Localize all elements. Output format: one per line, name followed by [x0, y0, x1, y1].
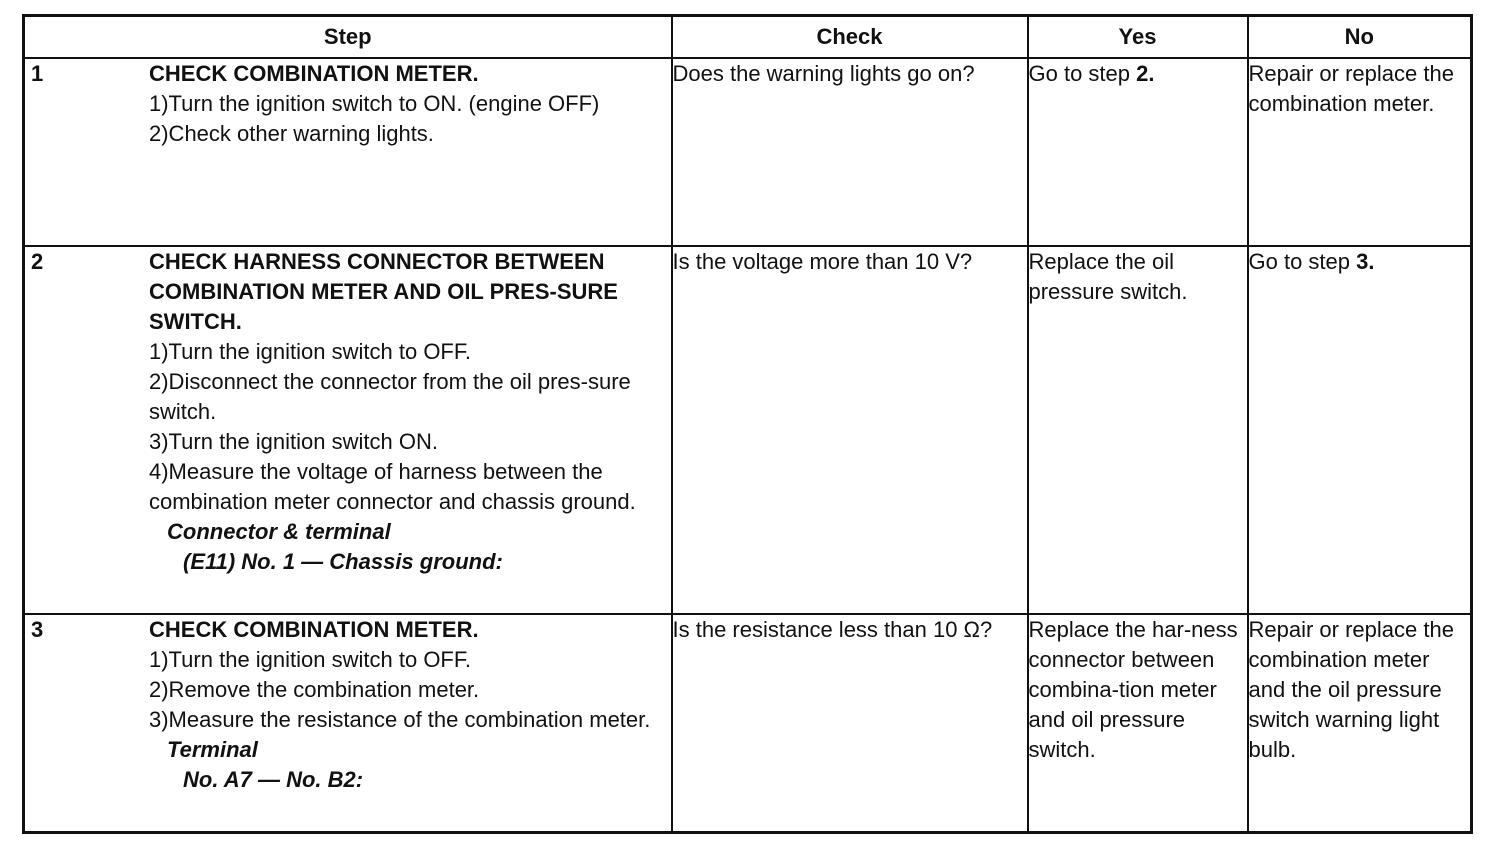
step-instruction: 2)Remove the combination meter.	[149, 677, 480, 702]
step-heading: CHECK HARNESS CONNECTOR BETWEEN COMBINATION METER AND OIL PRES-SURE SWITCH.	[149, 249, 618, 334]
step-instruction: 2)Check other warning lights.	[149, 121, 434, 146]
yes-action: Replace the oil pressure switch.	[1028, 249, 1188, 304]
check-question: Is the voltage more than 10 V?	[672, 249, 973, 274]
header-no: No	[1248, 16, 1472, 59]
no-action: Go to step	[1248, 249, 1357, 274]
spec-label: Terminal	[167, 737, 258, 762]
yes-action: Go to step	[1028, 61, 1137, 86]
step-heading: CHECK COMBINATION METER.	[149, 617, 479, 642]
diagnostic-table	[22, 14, 1473, 834]
step-instruction: 1)Turn the ignition switch to ON. (engine OFF)	[149, 91, 600, 116]
step-number: 2	[31, 249, 44, 274]
table-row	[24, 58, 1472, 246]
table-row	[24, 614, 1472, 833]
spec-label: Connector & terminal	[167, 519, 391, 544]
spec-value: No. A7 — No. B2:	[183, 767, 364, 792]
no-cell	[1248, 58, 1472, 246]
check-question: Is the resistance less than 10 Ω?	[672, 617, 993, 642]
step-instruction: 1)Turn the ignition switch to OFF.	[149, 647, 471, 672]
no-action: Repair or replace the combination meter.	[1248, 61, 1454, 116]
yes-action: Replace the har-ness connector between combina-tion meter and oil pressure switch.	[1028, 617, 1238, 762]
check-question: Does the warning lights go on?	[672, 61, 975, 86]
step-cell	[24, 58, 672, 246]
step-number: 3	[31, 617, 44, 642]
check-cell	[672, 58, 1028, 246]
no-cell	[1248, 614, 1472, 833]
table-row	[24, 246, 1472, 614]
step-cell	[24, 614, 672, 833]
step-cell	[24, 246, 672, 614]
check-cell	[672, 246, 1028, 614]
step-number: 1	[31, 61, 44, 86]
yes-cell	[1028, 614, 1248, 833]
no-step-ref: 3.	[1356, 249, 1375, 274]
step-heading: CHECK COMBINATION METER.	[149, 61, 479, 86]
spec-value: (E11) No. 1 — Chassis ground:	[183, 549, 503, 574]
yes-step-ref: 2.	[1136, 61, 1155, 86]
step-instruction: 2)Disconnect the connector from the oil pres-sure switch.	[149, 369, 631, 424]
header-check: Check	[672, 16, 1028, 59]
no-cell	[1248, 246, 1472, 614]
step-instruction: 3)Turn the ignition switch ON.	[149, 429, 438, 454]
step-instruction: 1)Turn the ignition switch to OFF.	[149, 339, 471, 364]
header-step: Step	[24, 16, 672, 59]
yes-cell	[1028, 246, 1248, 614]
table-header-row	[24, 16, 1472, 59]
step-instruction: 4)Measure the voltage of harness between the combination meter connector and chassis ground.	[149, 459, 636, 514]
yes-cell	[1028, 58, 1248, 246]
no-action: Repair or replace the combination meter and the oil pressure switch warning light bulb.	[1248, 617, 1454, 762]
step-instruction: 3)Measure the resistance of the combination meter.	[149, 707, 651, 732]
header-yes: Yes	[1028, 16, 1248, 59]
check-cell	[672, 614, 1028, 833]
